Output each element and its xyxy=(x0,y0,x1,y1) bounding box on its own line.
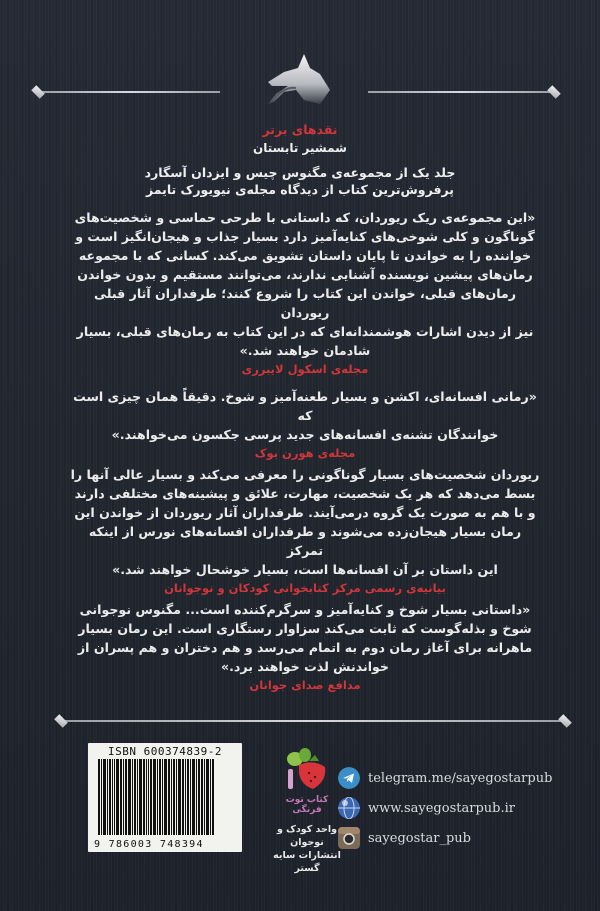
subtitle-line1: جلد یک از مجموعه‌ی مگنوس چیس و ایزدان آسگارد xyxy=(144,165,456,180)
telegram-icon xyxy=(338,767,360,789)
publisher-line1: واحد کودک و نوجوان xyxy=(276,824,338,848)
review-source: بیانیه‌ی رسمی مرکز کتابخوانی کودکان و نوجوانان xyxy=(164,581,446,595)
review-2 xyxy=(70,387,540,460)
isbn-label: ISBN 600374839-2 xyxy=(108,745,222,758)
review-text: ریوردان شخصیت‌های بسیار گوناگونی را معرفی می‌کند و بسیار عالی آنها را بسط می‌دهد که هر یک شخصیت، مهارت، علائق و پیشینه‌های مختلفی دارند و با هم به صورت یک گروه درمی‌آیند. طرفداران آثار ریوردان از خواندن این رمان بسیار هیجان‌زده می‌شوند و طرفداران افسانه‌های نورس از اینکه تمرکز این داستان بر آن افسانه‌ها است، بسیار خوشحال خواهند شد.» xyxy=(70,467,540,577)
diamond-ornament-icon xyxy=(54,714,68,728)
publisher-logo-caption: کتاب توت فرنگی xyxy=(285,795,329,815)
publisher-logo xyxy=(272,745,342,874)
review-text: «داستانی بسیار شوخ و کنایه‌آمیز و سرگرم‌کننده است... مگنوس نوجوانی شوخ و بذله‌گوست که ثابت می‌کند سزاوار رستگاری است. این رمان بسیار ماهرانه برای آغاز رمان دوم به اتمام می‌رسد و هم دختران و هم پسران از خواندنش لذت خواهند برد.» xyxy=(77,602,533,674)
review-text: «این مجموعه‌ی ریک ریوردان، که داستانی با طرحی حماسی و شخصیت‌های گوناگون و کلی شوخی‌های کنایه‌آمیز دارد بسیار جذاب و هیجان‌انگیز است و خواننده را به خواندن تا پایان داستان تشویق می‌کند. کسانی که با مجموعه رمان‌های پیشین نویسنده آشنایی ندارند، می‌توانند مستقیم و بدون خواندن رمان‌های قبلی، خواندن این کتاب را شروع کنند؛ طرفداران آثار قبلی ریوردان نیز از دیدن اشارات هوشمندانه‌ای که در این کتاب به رمان‌های قبلی، بسیار شادمان خواهند شد.» xyxy=(74,210,536,358)
strawberry-icon xyxy=(283,745,331,793)
isbn-barcode xyxy=(88,743,242,852)
instagram-link-text[interactable]: sayegostar_pub xyxy=(368,830,471,846)
review-source: مجله‌ی هورن بوک xyxy=(254,446,356,460)
bottom-divider xyxy=(62,720,567,722)
telegram-link[interactable] xyxy=(338,763,552,793)
website-link[interactable] xyxy=(338,793,552,823)
subtitle-line2: پرفروش‌ترین کتاب از دیدگاه مجله‌ی نیویورک تایمز xyxy=(145,182,455,197)
review-3 xyxy=(70,465,540,595)
ean-digits: 9 786003 748394 xyxy=(94,839,204,850)
publisher-line2: انتشارات سایه گستر xyxy=(273,850,341,874)
instagram-icon xyxy=(338,827,360,849)
social-links xyxy=(338,763,552,853)
section-title: نقدهای برتر xyxy=(262,122,338,137)
wolf-head-logo-icon xyxy=(258,52,338,112)
review-source: مدافع صدای جوانان xyxy=(249,678,361,692)
website-link-text[interactable]: www.sayegostarpub.ir xyxy=(368,800,515,816)
telegram-link-text[interactable]: telegram.me/sayegostarpub xyxy=(368,770,553,786)
review-4 xyxy=(70,600,540,692)
top-divider-left xyxy=(40,91,220,93)
review-source: مجله‌ی اسکول لایبرری xyxy=(241,362,369,376)
review-text: «رمانی افسانه‌ای، اکشن و بسیار طعنه‌آمیز و شوخ. دقیقاً همان چیزی است که خوانندگان تشنه‌ی افسانه‌های جدید پرسی جکسون می‌خواهند.» xyxy=(73,389,537,442)
diamond-ornament-icon xyxy=(547,85,561,99)
diamond-ornament-icon xyxy=(558,714,572,728)
header-block xyxy=(60,122,540,197)
globe-icon xyxy=(338,797,360,819)
top-divider-right xyxy=(368,91,553,93)
diamond-ornament-icon xyxy=(31,85,45,99)
barcode-bars xyxy=(98,759,224,835)
instagram-link[interactable] xyxy=(338,823,552,853)
review-1 xyxy=(70,208,540,376)
book-title: شمشیر تابستان xyxy=(253,141,347,155)
